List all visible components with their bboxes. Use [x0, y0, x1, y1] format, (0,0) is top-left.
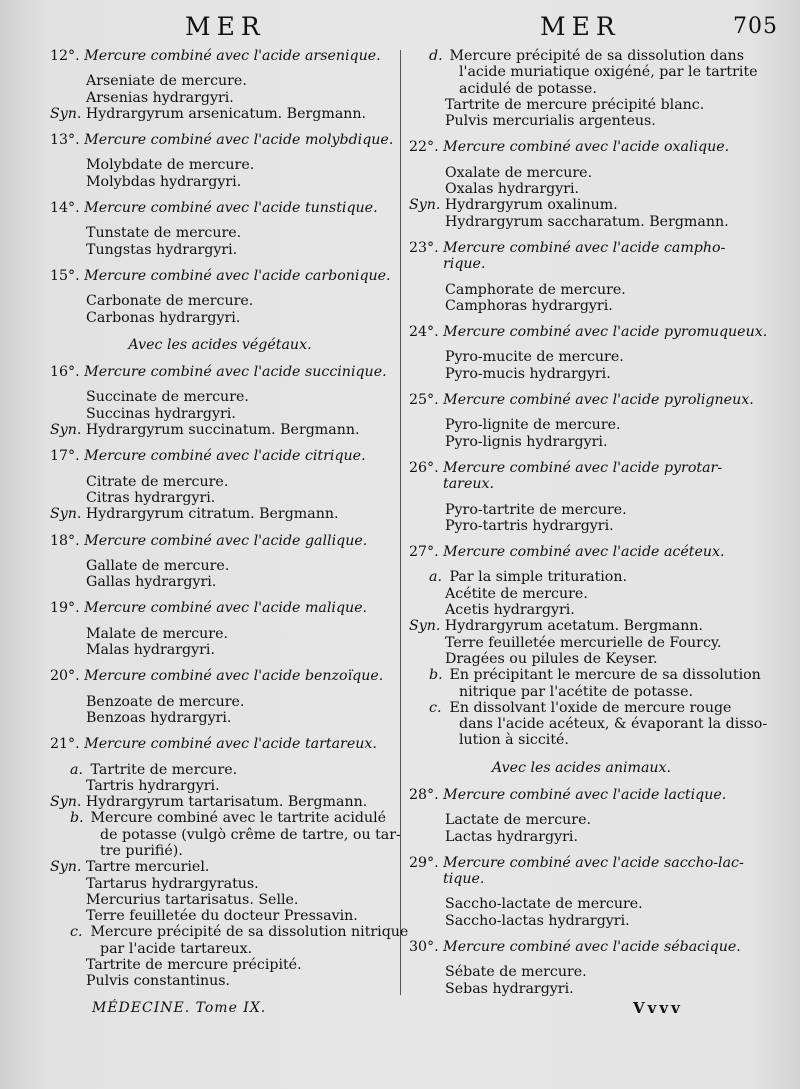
entry-title: Mercure combiné avec l'acide campho-	[438, 239, 726, 256]
entry-title: Mercure combiné avec l'acide malique.	[79, 600, 368, 617]
entry-number: 28°.	[409, 786, 439, 803]
running-header-left: MER	[185, 12, 266, 41]
name-line: Succinas hydrargyri.	[86, 405, 236, 422]
entry-number: 26°.	[409, 459, 439, 476]
entry-number: 27°.	[409, 544, 439, 561]
entry-title: Mercure combiné avec l'acide saccho-lac-	[438, 854, 744, 871]
page-number: 705	[733, 14, 778, 39]
sub-entry	[409, 700, 754, 716]
synonym-line	[409, 618, 754, 634]
continuation-line: par l'acide tartareux.	[100, 940, 253, 957]
name-line: Benzoas hydrargyri.	[86, 709, 232, 726]
entry-number: 16°.	[50, 364, 80, 381]
name-line: Pyro-lignite de mercure.	[445, 417, 621, 434]
entry-number: 30°.	[409, 939, 439, 956]
synonym-text: Hydrargyrum succinatum. Bergmann.	[81, 422, 360, 439]
sub-entry	[50, 810, 390, 826]
synonym-text: Hydrargyrum tartarisatum. Bergmann.	[81, 794, 368, 811]
synonym-label: Syn.	[50, 422, 82, 439]
sub-entry-letter: a.	[429, 569, 442, 586]
synonym-line	[50, 506, 390, 522]
entry-heading	[50, 533, 390, 549]
entry-number: 23°.	[409, 239, 439, 256]
synonym-label: Syn.	[409, 197, 441, 214]
entry-title: Mercure combiné avec l'acide gallique.	[79, 532, 368, 549]
name-line: Citrate de mercure.	[86, 473, 229, 490]
entry-number: 15°.	[50, 267, 80, 284]
entry-title: Mercure combiné avec l'acide molybdique.	[79, 132, 394, 149]
name-line: Carbonate de mercure.	[86, 293, 254, 310]
section-subheading: Avec les acides animaux.	[491, 759, 672, 776]
entry-number: 24°.	[409, 324, 439, 341]
name-line: Molybdas hydrargyri.	[86, 173, 242, 190]
sub-entry-text: Par la simple trituration.	[445, 569, 627, 586]
name-line: Oxalate de mercure.	[445, 164, 593, 181]
left-column	[50, 48, 409, 990]
synonym-label: Syn.	[50, 105, 82, 122]
name-line: Camphorate de mercure.	[445, 281, 626, 298]
entry-heading	[409, 855, 754, 871]
synonym-text: Tartre mercuriel.	[81, 859, 210, 876]
entry-title: Mercure combiné avec l'acide lactique.	[438, 786, 727, 803]
name-line: Terre feuilletée du docteur Pressavin.	[86, 908, 358, 925]
synonym-line	[50, 859, 390, 875]
entry-heading	[409, 544, 754, 560]
entry-heading-continuation: tareux.	[443, 476, 494, 493]
name-line: Saccho-lactas hydrargyri.	[445, 912, 630, 929]
name-line: Arsenias hydrargyri.	[86, 89, 234, 106]
synonym-label: Syn.	[50, 794, 82, 811]
entry-title: Mercure combiné avec l'acide succinique.	[79, 364, 387, 381]
entry-heading	[50, 48, 390, 64]
entry-number: 25°.	[409, 392, 439, 409]
synonym-text: Hydrargyrum arsenicatum. Bergmann.	[81, 105, 367, 122]
name-line: Gallas hydrargyri.	[86, 574, 217, 591]
synonym-label: Syn.	[409, 618, 441, 635]
entry-heading	[50, 200, 390, 216]
entry-title: Mercure combiné avec l'acide pyromuqueux.	[438, 324, 768, 341]
name-line: Pyro-lignis hydrargyri.	[445, 433, 608, 450]
entry-heading	[50, 364, 390, 380]
name-line: Terre feuilletée mercurielle de Fourcy.	[445, 634, 722, 651]
name-line: Citras hydrargyri.	[86, 489, 216, 506]
entry-title: Mercure combiné avec l'acide pyrotar-	[438, 459, 723, 476]
entry-number: 14°.	[50, 200, 80, 217]
sub-entry-letter: b.	[429, 667, 443, 684]
continuation-line: tre purifié).	[100, 842, 183, 859]
name-line: Mercurius tartarisatus. Selle.	[86, 891, 299, 908]
name-line: Malas hydrargyri.	[86, 642, 215, 659]
sub-entry-text: Mercure précipité de sa dissolution dans	[445, 48, 744, 64]
entry-title: Mercure combiné avec l'acide oxalique.	[438, 139, 730, 156]
entry-title: Mercure combiné avec l'acide citrique.	[79, 448, 366, 465]
entry-number: 21°.	[50, 736, 80, 753]
gathering-mark: Vvvv	[633, 999, 683, 1017]
entry-heading	[409, 460, 754, 476]
name-line: Lactate de mercure.	[445, 812, 591, 829]
name-line: Acetis hydrargyri.	[445, 602, 575, 619]
section-subheading: Avec les acides végétaux.	[128, 336, 312, 353]
entry-number: 13°.	[50, 132, 80, 149]
entry-number: 29°.	[409, 854, 439, 871]
name-line: Tunstate de mercure.	[86, 225, 242, 242]
entry-heading	[409, 139, 754, 155]
column-divider	[400, 50, 401, 995]
name-line: Acétite de mercure.	[445, 585, 588, 602]
name-line: Tartarus hydrargyratus.	[86, 875, 259, 892]
entry-title: Mercure combiné avec l'acide acéteux.	[438, 544, 725, 561]
sub-entry	[50, 762, 390, 778]
entry-heading	[50, 668, 390, 684]
sub-entry-text: Mercure précipité de sa dissolution nitrique	[86, 924, 409, 941]
entry-number: 20°.	[50, 668, 80, 685]
entry-heading	[409, 939, 754, 955]
name-line: Tartris hydrargyri.	[86, 777, 220, 794]
sub-entry	[409, 667, 761, 684]
entry-title: Mercure combiné avec l'acide benzoïque.	[79, 668, 384, 685]
synonym-line	[409, 197, 754, 213]
continuation-line: acidulé de potasse.	[459, 80, 597, 97]
name-line: Camphoras hydrargyri.	[445, 297, 613, 314]
name-line: Gallate de mercure.	[86, 557, 230, 574]
sub-entry-text: Tartrite de mercure.	[86, 761, 238, 778]
name-line: Hydrargyrum saccharatum. Bergmann.	[445, 213, 729, 230]
right-column	[409, 48, 768, 997]
footer-signature: MÉDECINE. Tome IX.	[92, 1000, 267, 1016]
continuation-line: lution à siccité.	[459, 732, 569, 749]
entry-heading	[50, 600, 390, 616]
sub-entry-letter: c.	[429, 699, 442, 716]
entry-heading	[409, 787, 754, 803]
synonym-text: Hydrargyrum acetatum. Bergmann.	[440, 618, 704, 635]
sub-entry	[409, 569, 754, 585]
name-line: Pyro-mucite de mercure.	[445, 349, 624, 366]
entry-title: Mercure combiné avec l'acide pyroligneux.	[438, 392, 754, 409]
entry-heading-continuation: rique.	[443, 256, 486, 273]
entry-heading	[50, 132, 394, 149]
entry-heading	[50, 268, 390, 284]
continuation-line: nitrique par l'acétite de potasse.	[459, 683, 693, 700]
entry-heading-continuation: tique.	[443, 871, 485, 888]
running-header-right: MER	[540, 12, 621, 41]
sub-entry-letter: b.	[70, 810, 84, 827]
entry-title: Mercure combiné avec l'acide tunstique.	[79, 200, 378, 217]
entry-number: 19°.	[50, 600, 80, 617]
sub-entry-letter: c.	[70, 924, 83, 941]
name-line: Pulvis mercurialis argenteus.	[445, 113, 656, 130]
name-line: Pyro-tartris hydrargyri.	[445, 517, 614, 534]
sub-entry-letter: d.	[429, 48, 443, 64]
synonym-text: Hydrargyrum citratum. Bergmann.	[81, 506, 339, 523]
name-line: Arseniate de mercure.	[86, 73, 247, 90]
entry-title: Mercure combiné avec l'acide sébacique.	[438, 939, 741, 956]
name-line: Saccho-lactate de mercure.	[445, 896, 643, 913]
entry-heading	[409, 240, 754, 256]
name-line: Pulvis constantinus.	[86, 973, 231, 990]
name-line: Lactas hydrargyri.	[445, 828, 578, 845]
synonym-line	[50, 422, 390, 438]
name-line: Tartrite de mercure précipité blanc.	[445, 96, 705, 113]
sub-entry	[409, 48, 754, 64]
name-line: Malate de mercure.	[86, 625, 228, 642]
entry-heading	[409, 392, 754, 408]
name-line: Sebas hydrargyri.	[445, 980, 574, 997]
synonym-line	[50, 794, 390, 810]
entry-number: 17°.	[50, 448, 80, 465]
name-line: Molybdate de mercure.	[86, 157, 255, 174]
synonym-text: Hydrargyrum oxalinum.	[440, 197, 618, 214]
entry-number: 22°.	[409, 139, 439, 156]
synonym-label: Syn.	[50, 859, 82, 876]
name-line: Dragées ou pilules de Keyser.	[445, 650, 658, 667]
entry-number: 12°.	[50, 48, 80, 64]
synonym-label: Syn.	[50, 506, 82, 523]
continuation-line: de potasse (vulgò crême de tartre, ou tar-	[100, 826, 401, 843]
name-line: Benzoate de mercure.	[86, 693, 245, 710]
sub-entry	[50, 924, 409, 941]
name-line: Sébate de mercure.	[445, 964, 587, 981]
sub-entry-text: En dissolvant l'oxide de mercure rouge	[445, 699, 732, 716]
name-line: Succinate de mercure.	[86, 389, 249, 406]
name-line: Pyro-mucis hydrargyri.	[445, 365, 611, 382]
entry-title: Mercure combiné avec l'acide arsenique.	[79, 48, 381, 64]
name-line: Pyro-tartrite de mercure.	[445, 501, 627, 518]
entry-title: Mercure combiné avec l'acide tartareux.	[79, 736, 377, 753]
continuation-line: l'acide muriatique oxigéné, par le tartrite	[459, 64, 758, 81]
synonym-line	[50, 106, 390, 122]
sub-entry-text: Mercure combiné avec le tartrite acidulé	[86, 810, 387, 827]
name-line: Tartrite de mercure précipité.	[86, 957, 302, 974]
sub-entry-letter: a.	[70, 761, 83, 778]
entry-title: Mercure combiné avec l'acide carbonique.	[79, 267, 391, 284]
name-line: Oxalas hydrargyri.	[445, 181, 580, 198]
entry-heading	[50, 736, 390, 752]
entry-number: 18°.	[50, 532, 80, 549]
entry-heading	[50, 448, 390, 464]
name-line: Carbonas hydrargyri.	[86, 309, 241, 326]
sub-entry-text: En précipitant le mercure de sa dissolution	[445, 667, 761, 684]
name-line: Tungstas hydrargyri.	[86, 241, 238, 258]
entry-heading	[409, 324, 768, 341]
continuation-line: dans l'acide acéteux, & évaporant la disso-	[459, 716, 768, 733]
